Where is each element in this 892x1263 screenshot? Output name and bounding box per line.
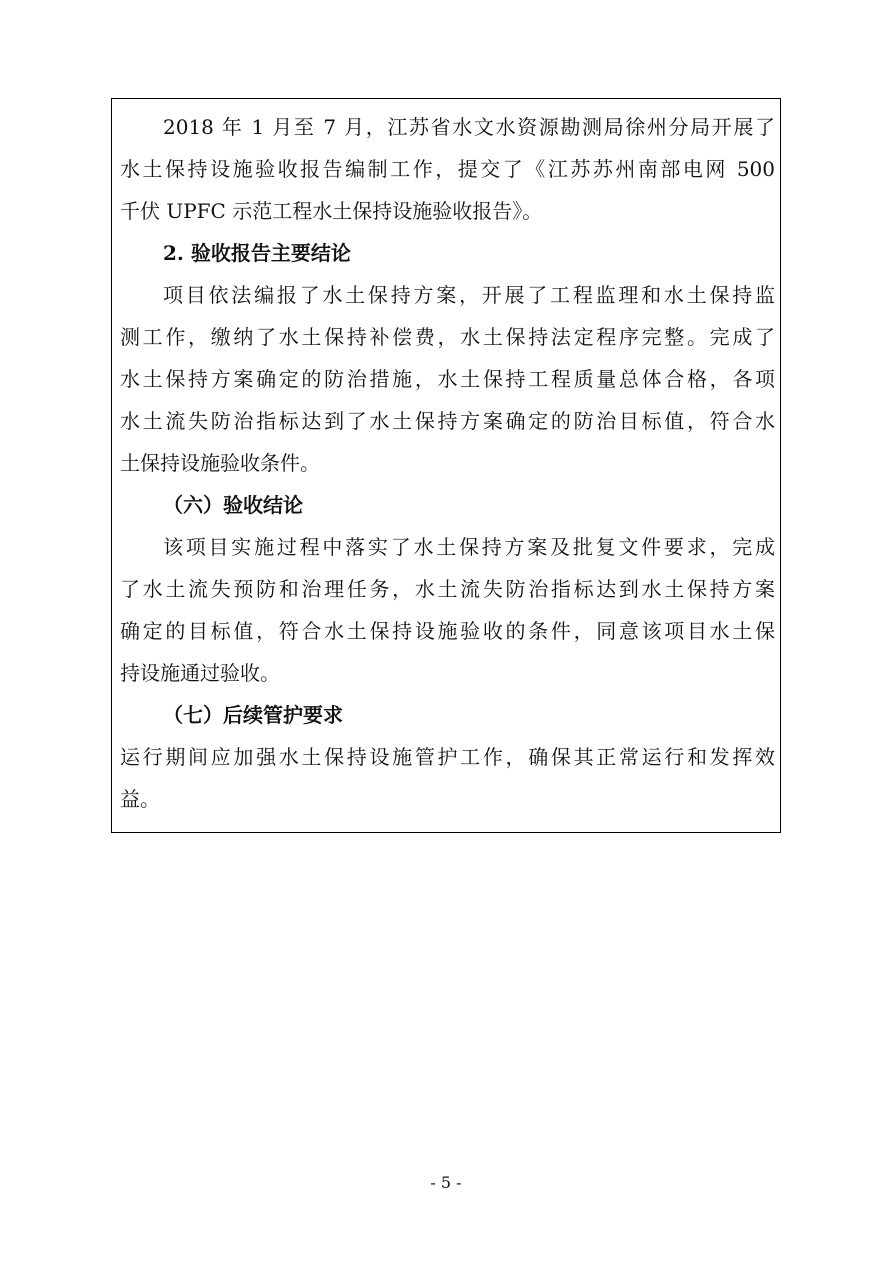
paragraph-conclusions-line-2: 测工作，缴纳了水土保持补偿费，水土保持法定程序完整。完成了 [120,325,775,349]
paragraph-acceptance-line-4: 持设施通过验收。 [120,661,280,685]
content-table-cell [111,98,781,833]
paragraph-conclusions-line-5: 土保持设施验收条件。 [120,451,320,475]
paragraph-maintenance-line-2: 益。 [120,787,160,811]
heading-report-conclusions: 2. 验收报告主要结论 [163,241,351,265]
paragraph-report-prep-line-1: 2018 年 1 月至 7 月，江苏省水文水资源勘测局徐州分局开展了 [163,115,775,139]
paragraph-conclusions-line-3: 水土保持方案确定的防治措施，水土保持工程质量总体合格，各项 [120,367,775,391]
heading-acceptance-conclusion: （六）验收结论 [163,493,303,517]
paragraph-acceptance-line-3: 确定的目标值，符合水土保持设施验收的条件，同意该项目水土保 [120,619,775,643]
page-number: - 5 - [430,1173,462,1192]
paragraph-conclusions-line-4: 水土流失防治指标达到了水土保持方案确定的防治目标值，符合水 [120,409,775,433]
paragraph-acceptance-line-1: 该项目实施过程中落实了水土保持方案及批复文件要求，完成 [163,535,775,559]
paragraph-conclusions-line-1: 项目依法编报了水土保持方案，开展了工程监理和水土保持监 [163,283,775,307]
paragraph-report-prep-line-2: 水土保持设施验收报告编制工作，提交了《江苏苏州南部电网 500 [120,157,775,181]
paragraph-acceptance-line-2: 了水土流失预防和治理任务，水土流失防治指标达到水土保持方案 [120,577,775,601]
paragraph-report-prep-line-3: 千伏 UPFC 示范工程水土保持设施验收报告》。 [120,199,543,223]
heading-follow-up-maintenance: （七）后续管护要求 [163,703,343,727]
paragraph-maintenance-line-1: 运行期间应加强水土保持设施管护工作，确保其正常运行和发挥效 [120,745,775,769]
